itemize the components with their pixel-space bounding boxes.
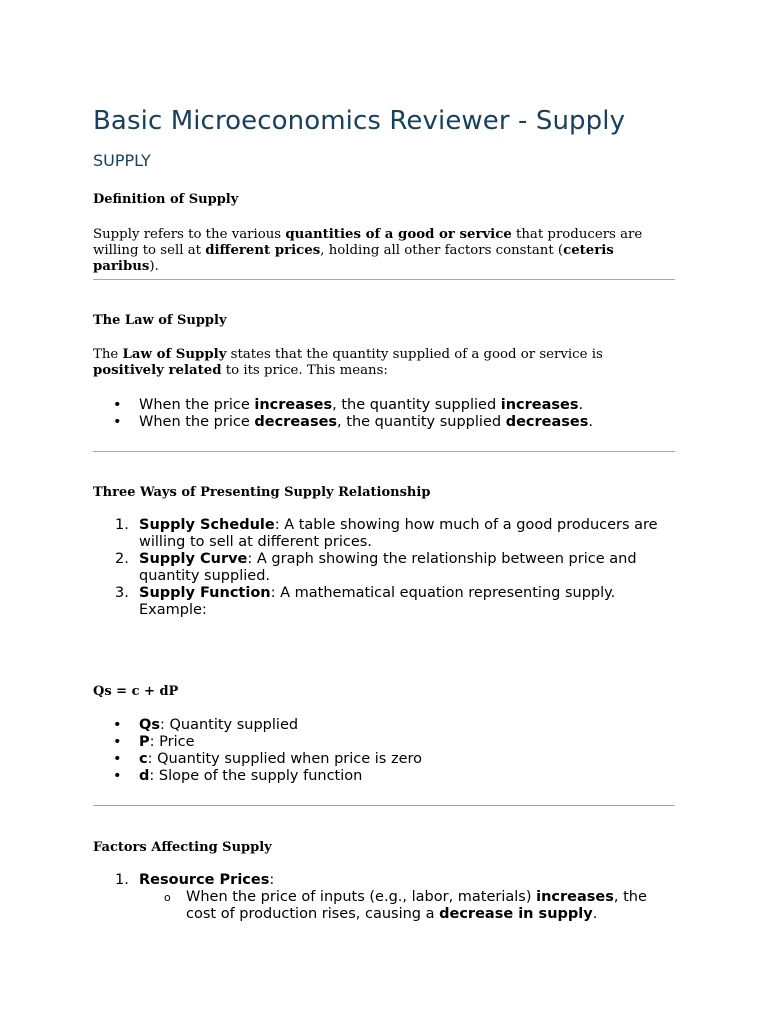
three-ways-list [93, 517, 675, 619]
factor-sub-list [139, 889, 675, 923]
bullet-icon: • [113, 751, 122, 767]
bullet-icon: • [113, 768, 122, 784]
law-of-supply-paragraph: The Law of Supply states that the quantity supplied of a good or service is positively related to its price. This means: [93, 347, 603, 378]
horizontal-divider [93, 451, 675, 452]
list-item: • Qs: Quantity supplied [113, 717, 299, 733]
three-ways-heading: Three Ways of Presenting Supply Relationship [93, 485, 431, 500]
law-of-supply-heading: The Law of Supply [93, 313, 227, 328]
list-item: • d: Slope of the supply function [113, 768, 363, 784]
supply-equation: Qs = c + dP [93, 684, 179, 699]
list-item: • P: Price [113, 734, 195, 750]
factors-heading: Factors Affecting Supply [93, 840, 272, 855]
list-item: o When the price of inputs (e.g., labor, materials) increases, the cost of production rises, causing a decrease in supply. [164, 889, 647, 922]
document-title: Basic Microeconomics Reviewer - Supply [93, 106, 626, 136]
bullet-icon: • [113, 717, 122, 733]
list-item: 1. Resource Prices: o When the price of inputs (e.g., labor, materials) increases, the cost of production rises, causing a decrease in supply. [93, 872, 675, 923]
bullet-icon: • [113, 414, 122, 430]
list-item: 2. Supply Curve: A graph showing the relationship between price and quantity supplied. [115, 551, 637, 584]
factors-list [93, 872, 675, 923]
circle-bullet-icon: o [164, 891, 171, 904]
list-item: 1. Supply Schedule: A table showing how much of a good producers are willing to sell at different prices. [115, 517, 658, 550]
equation-terms-list [93, 717, 675, 785]
list-item: • c: Quantity supplied when price is zero [113, 751, 423, 767]
list-item: • When the price decreases, the quantity supplied decreases. [113, 414, 593, 430]
definition-heading: Definition of Supply [93, 192, 239, 207]
bullet-icon: • [113, 397, 122, 413]
section-heading-supply: SUPPLY [93, 151, 151, 170]
bullet-icon: • [113, 734, 122, 750]
horizontal-divider [93, 279, 675, 280]
definition-paragraph: Supply refers to the various quantities of a good or service that producers are willing to sell at different prices, holding all other factors constant (ceteris paribus). [93, 227, 643, 274]
horizontal-divider [93, 805, 675, 806]
list-item: 3. Supply Function: A mathematical equation representing supply. Example: [115, 585, 616, 618]
list-item: • When the price increases, the quantity supplied increases. [113, 397, 584, 413]
law-bullet-list [93, 397, 675, 431]
